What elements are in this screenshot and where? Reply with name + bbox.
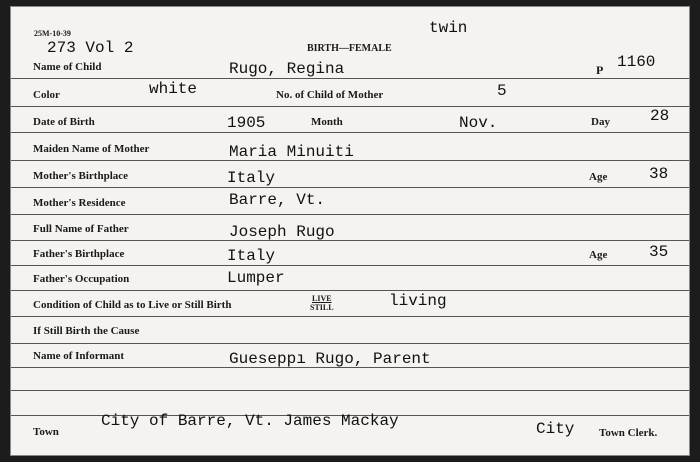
town-clerk-prefix-value: City: [536, 420, 575, 438]
form-code: 25M-10-39: [34, 29, 71, 38]
rule-line: [11, 240, 689, 241]
form-heading: BIRTH—FEMALE: [307, 43, 392, 54]
color-value: white: [149, 80, 198, 98]
fathers-age-value: 35: [649, 243, 669, 261]
month-label: Month: [311, 116, 343, 128]
rule-line: [11, 316, 689, 317]
condition-value: living: [389, 292, 447, 310]
name-of-child-value: Rugo, Regina: [229, 60, 345, 78]
full-name-father-label: Full Name of Father: [33, 223, 129, 235]
mothers-residence-label: Mother's Residence: [33, 197, 126, 209]
day-value: 28: [650, 107, 670, 125]
live-option: LIVE: [312, 294, 332, 303]
name-of-child-label: Name of Child: [33, 61, 102, 73]
name-of-informant-label: Name of Informant: [33, 350, 125, 362]
month-value: Nov.: [459, 114, 498, 132]
fathers-birthplace-value: Italy: [227, 247, 276, 265]
no-of-child-value: 5: [497, 82, 507, 100]
page-ref-label: P: [596, 63, 604, 77]
name-of-informant-value: Gueseppı Rugo, Parent: [229, 350, 431, 368]
fathers-age-label: Age: [589, 249, 608, 261]
page-number: 1160: [617, 53, 656, 71]
twin-note: twin: [429, 19, 468, 37]
no-of-child-label: No. of Child of Mother: [276, 89, 384, 101]
year-of-birth-value: 1905: [227, 114, 266, 132]
rule-line: [11, 78, 689, 79]
maiden-name-mother-value: Maria Minuiti: [229, 143, 354, 161]
rule-line: [11, 343, 689, 344]
fathers-occupation-label: Father's Occupation: [33, 273, 130, 285]
day-label: Day: [591, 116, 610, 128]
rule-line: [11, 106, 689, 107]
mothers-birthplace-value: Italy: [227, 169, 276, 187]
mothers-residence-value: Barre, Vt.: [229, 191, 326, 209]
mothers-age-label: Age: [589, 171, 608, 183]
color-label: Color: [33, 89, 60, 101]
rule-line: [11, 390, 689, 391]
rule-line: [11, 265, 689, 266]
still-option: STILL: [310, 303, 334, 312]
fathers-occupation-value: Lumper: [227, 269, 285, 287]
rule-line: [11, 132, 689, 133]
still-birth-cause-label: If Still Birth the Cause: [33, 325, 140, 337]
rule-line: [11, 290, 689, 291]
condition-label: Condition of Child as to Live or Still Birth: [33, 299, 232, 311]
town-clerk-label: Town Clerk.: [599, 427, 658, 439]
full-name-father-value: Joseph Rugo: [229, 223, 335, 241]
mothers-birthplace-label: Mother's Birthplace: [33, 170, 129, 182]
maiden-name-mother-label: Maiden Name of Mother: [33, 143, 150, 155]
rule-line: [11, 214, 689, 215]
mothers-age-value: 38: [649, 165, 669, 183]
live-still-options: [310, 294, 334, 312]
fathers-birthplace-label: Father's Birthplace: [33, 248, 125, 260]
birth-record-card: [10, 6, 690, 456]
rule-line: [11, 187, 689, 188]
town-label: Town: [33, 426, 59, 438]
date-of-birth-label: Date of Birth: [33, 116, 95, 128]
town-value: City of Barre, Vt. James Mackay: [101, 412, 399, 430]
record-ref: 273 Vol 2: [47, 39, 134, 57]
